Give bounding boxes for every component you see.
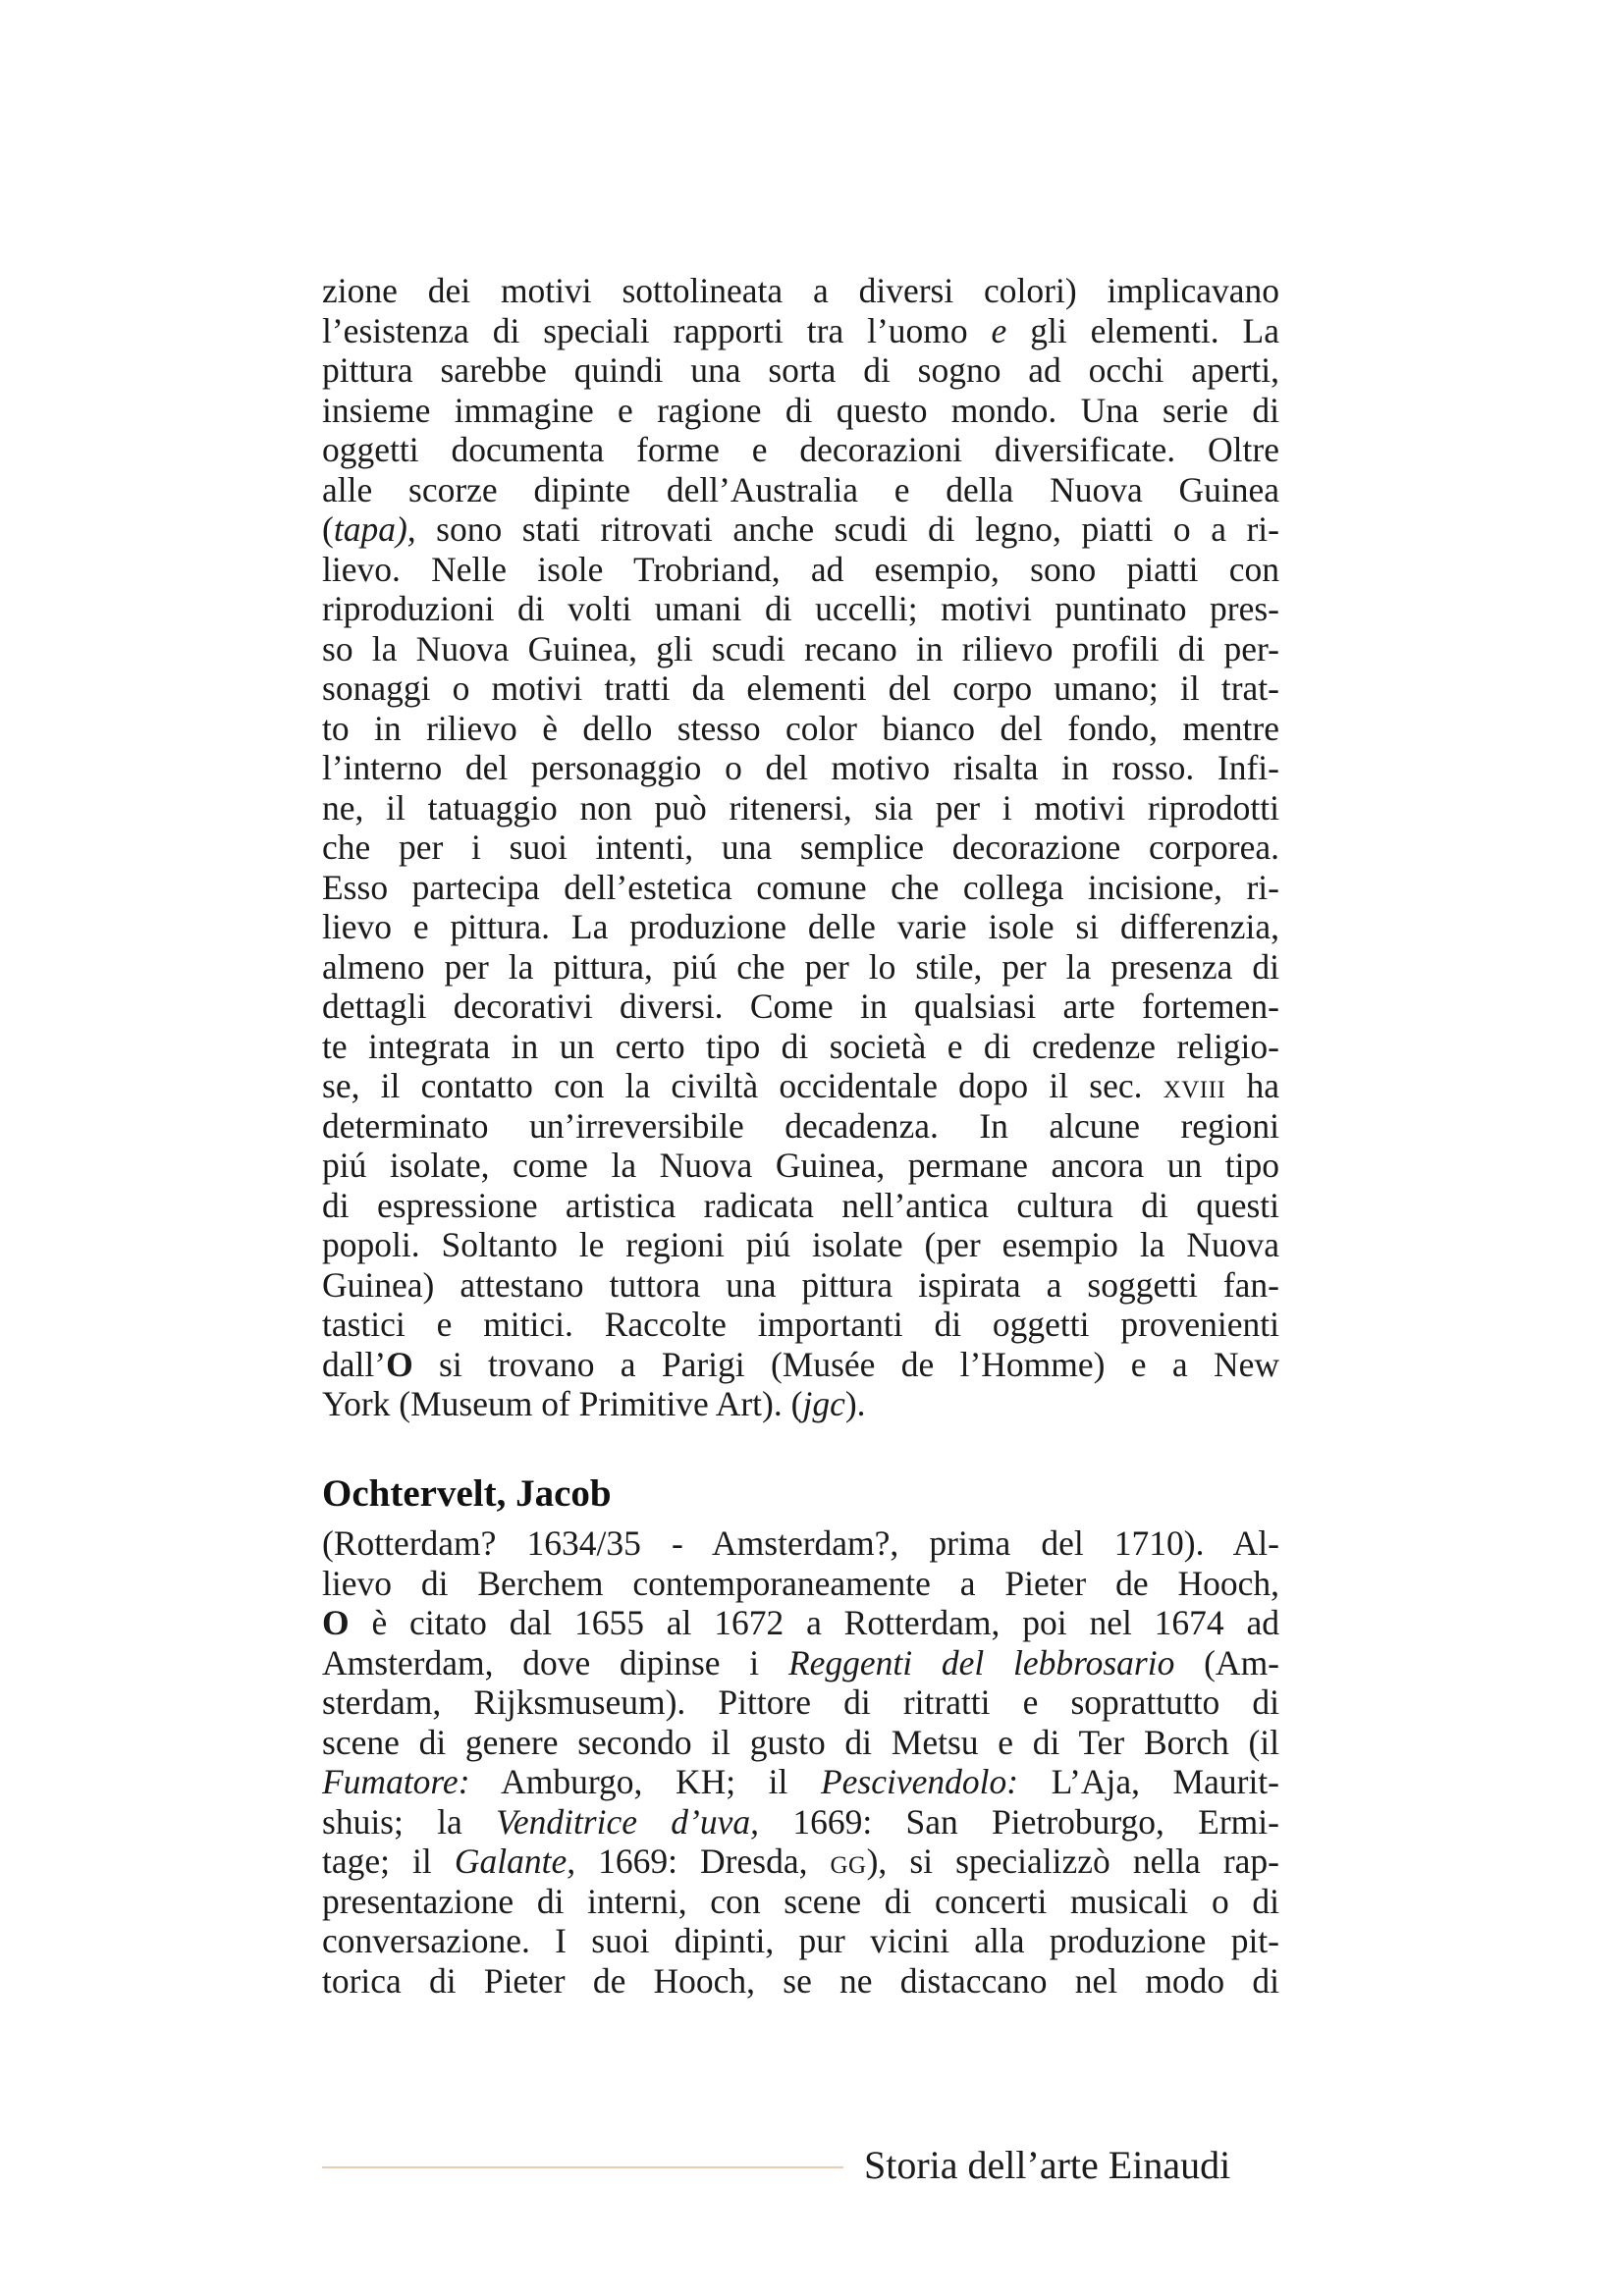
text-line: scene di genere secondo il gusto di Metsu e di Ter Borch (il: [322, 1722, 1279, 1762]
text-line: Amsterdam, dove dipinse i Reggenti del lebbrosario (Am-: [322, 1642, 1280, 1682]
text-line: riproduzioni di volti umani di uccelli; motivi puntinato pres-: [322, 589, 1279, 628]
text-line: popoli. Soltanto le regioni piú isolate (per esempio la Nuova: [322, 1225, 1279, 1264]
italic-text: Fumatore:: [322, 1762, 470, 1801]
text-line: tastici e mitici. Raccolte importanti di oggetti provenienti: [322, 1305, 1279, 1344]
text-line: presentazione di interni, con scene di concerti musicali o di: [322, 1881, 1279, 1921]
text-line: zione dei motivi sottolineata a diversi colori) implicavano: [322, 271, 1279, 310]
italic-text: Venditrice d’uva,: [496, 1801, 760, 1842]
text-line: te integrata in un certo tipo di società e di credenze religio-: [322, 1026, 1279, 1066]
article-o-continuation: [322, 271, 1279, 1424]
text-line: dall’O si trovano a Parigi (Musée de l’Homme) e a New: [322, 1344, 1279, 1384]
text-line: (Rotterdam? 1634/35 - Amsterdam?, prima del 1710). Al-: [322, 1523, 1279, 1563]
text-line: dettagli decorativi diversi. Come in qualsiasi arte fortemen-: [322, 987, 1279, 1026]
text-line: lievo e pittura. La produzione delle varie isole si differenzia,: [322, 907, 1279, 946]
text-line: so la Nuova Guinea, gli scudi recano in rilievo profili di per-: [322, 628, 1279, 668]
text-line: tage; il Galante, 1669: Dresda, gg), si specializzò nella rap-: [322, 1842, 1280, 1881]
text-line: shuis; la Venditrice d’uva, 1669: San Pietroburgo, Ermi-: [322, 1801, 1279, 1842]
text-line: insieme immagine e ragione di questo mondo. Una serie di: [322, 390, 1279, 430]
italic-text: e: [991, 310, 1007, 350]
text-line: lievo. Nelle isole Trobriand, ad esempio, sono piatti con: [322, 549, 1279, 589]
text-line: sonaggi o motivi tratti da elementi del corpo umano; il trat-: [322, 668, 1279, 708]
text-line: Esso partecipa dell’estetica comune che collega incisione, ri-: [322, 867, 1279, 907]
author-initials: jgc: [802, 1384, 845, 1423]
text-column: [322, 271, 1279, 2001]
text-line: pittura sarebbe quindi una sorta di sogno ad occhi aperti,: [322, 350, 1279, 390]
text-line: l’esistenza di speciali rapporti tra l’uomo e gli elementi. La: [322, 310, 1279, 350]
text-line: di espressione artistica radicata nell’antica cultura di questi: [322, 1185, 1279, 1225]
text-line: conversazione. I suoi dipinti, pur vicini alla produzione pit-: [322, 1921, 1279, 1960]
entry-heading: Ochtervelt, Jacob: [322, 1471, 612, 1515]
text-line: to in rilievo è dello stesso color bianco del fondo, mentre: [322, 708, 1279, 748]
bold-text: O: [386, 1344, 413, 1384]
text-line: che per i suoi intenti, una semplice decorazione corporea.: [322, 828, 1279, 867]
text-line: Guinea) attestano tuttora una pittura ispirata a soggetti fan-: [322, 1264, 1279, 1305]
text-line: York (Museum of Primitive Art). (jgc).: [322, 1384, 866, 1423]
text-line: piú isolate, come la Nuova Guinea, permane ancora un tipo: [322, 1146, 1279, 1185]
text-line: O è citato dal 1655 al 1672 a Rotterdam, poi nel 1674 ad: [322, 1603, 1279, 1642]
footer-title: Storia dell’arte Einaudi: [864, 2143, 1231, 2187]
text-line: lievo di Berchem contemporaneamente a Pieter de Hooch,: [322, 1563, 1279, 1603]
bold-text: O: [322, 1603, 350, 1642]
text-line: se, il contatto con la civiltà occidentale dopo il sec. xviii ha: [322, 1066, 1279, 1105]
text-line: almeno per la pittura, piú che per lo stile, per la presenza di: [322, 946, 1279, 987]
text-line: l’interno del personaggio o del motivo risalta in rosso. Infi-: [322, 748, 1279, 787]
italic-text: Pescivendolo:: [820, 1762, 1019, 1801]
text-line: torica di Pieter de Hooch, se ne distaccano nel modo di: [322, 1960, 1279, 2001]
italic-text: tapa: [333, 509, 396, 549]
italic-text: Galante,: [454, 1842, 576, 1881]
small-caps-text: gg: [830, 1842, 867, 1881]
text-line: oggetti documenta forme e decorazioni diversificate. Oltre: [322, 430, 1279, 469]
text-line: alle scorze dipinte dell’Australia e della Nuova Guinea: [322, 469, 1279, 509]
small-caps-text: xviii: [1163, 1066, 1226, 1105]
article-ochtervelt: [322, 1523, 1279, 2001]
footer-rule: [322, 2166, 843, 2168]
text-line: (tapa), sono stati ritrovati anche scudi di legno, piatti o a ri-: [322, 509, 1279, 549]
text-line: ne, il tatuaggio non può ritenersi, sia per i motivi riprodotti: [322, 787, 1279, 828]
italic-text: Reggenti del lebbrosario: [787, 1642, 1175, 1682]
text-line: Fumatore: Amburgo, KH; il Pescivendolo: L’Aja, Maurit-: [322, 1762, 1279, 1801]
text-line: sterdam, Rijksmuseum). Pittore di ritratti e soprattutto di: [322, 1682, 1279, 1722]
text-line: determinato un’irreversibile decadenza. In alcune regioni: [322, 1105, 1279, 1146]
